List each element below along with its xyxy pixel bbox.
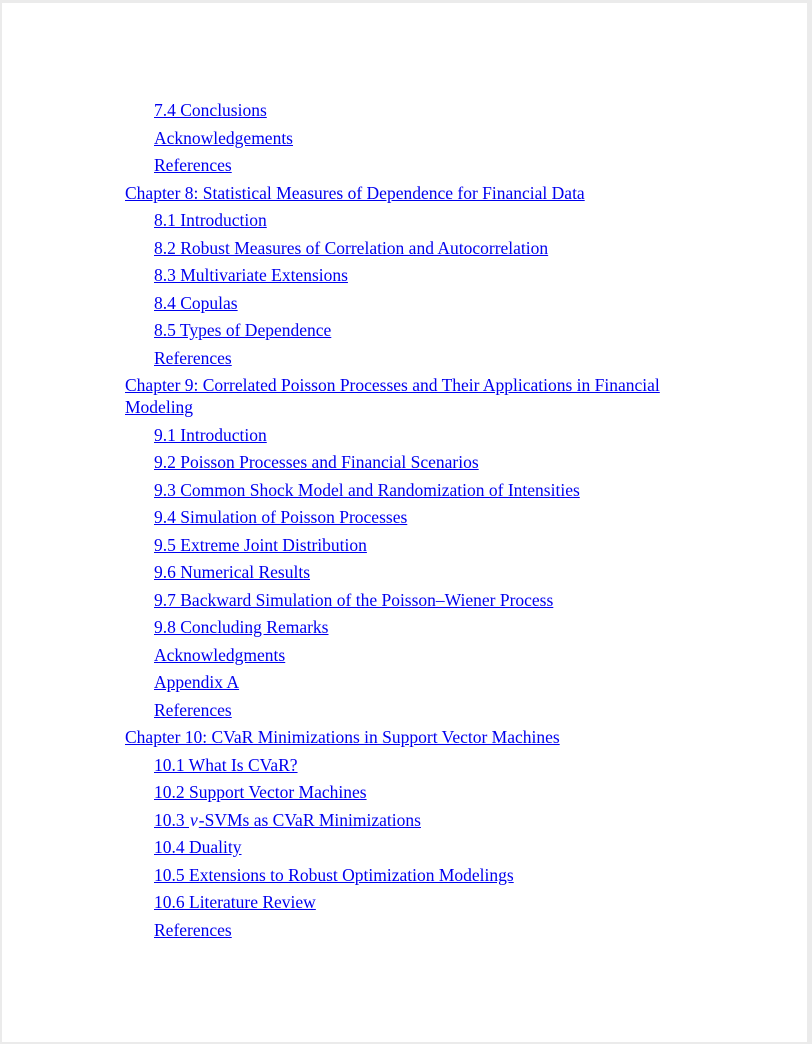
- toc-link[interactable]: 7.4 Conclusions: [154, 100, 267, 120]
- toc-entry-section: [154, 506, 725, 528]
- toc-link[interactable]: References: [154, 155, 232, 175]
- toc-link[interactable]: 9.8 Concluding Remarks: [154, 617, 329, 637]
- toc-entry-section: [154, 671, 725, 693]
- toc-entry-section: [154, 479, 725, 501]
- toc-entry-section: [154, 919, 725, 941]
- toc-entry-section: [154, 347, 725, 369]
- toc-entry-section: [154, 644, 725, 666]
- toc-entry-section: [154, 699, 725, 721]
- toc-link[interactable]: 8.2 Robust Measures of Correlation and Autocorrelation: [154, 237, 549, 258]
- toc-entry-section: [154, 781, 725, 803]
- toc-entry-section: [154, 754, 725, 776]
- toc-link[interactable]: 10.6 Literature Review: [154, 892, 316, 912]
- toc-link[interactable]: 9.3 Common Shock Model and Randomization of Intensities: [154, 479, 580, 500]
- toc-link[interactable]: 9.2 Poisson Processes and Financial Scenarios: [154, 452, 479, 472]
- toc-entry-section: [154, 891, 725, 913]
- toc-link[interactable]: 9.4 Simulation of Poisson Processes: [154, 507, 408, 527]
- toc-link[interactable]: 10.5 Extensions to Robust Optimization Modelings: [154, 864, 514, 885]
- toc-entry-section: [154, 127, 725, 149]
- document-page: [2, 3, 807, 1042]
- toc-entry-chapter: [125, 726, 725, 748]
- toc-entry-chapter: [125, 182, 725, 204]
- toc-entry-section: [154, 154, 725, 176]
- toc-link[interactable]: Chapter 8: Statistical Measures of Dependence for Financial Data: [125, 182, 585, 203]
- toc-link[interactable]: 9.6 Numerical Results: [154, 562, 311, 582]
- toc-entry-section: [154, 864, 725, 886]
- toc-link[interactable]: References: [154, 919, 232, 940]
- toc-entry-section: [154, 99, 725, 121]
- toc-link-text: -SVMs as CVaR Minimizations: [198, 809, 421, 830]
- nu-symbol: ν: [190, 809, 198, 830]
- toc-link[interactable]: 8.3 Multivariate Extensions: [154, 265, 348, 285]
- toc-link[interactable]: 8.4 Copulas: [154, 292, 238, 313]
- toc-entry-section: [154, 589, 725, 611]
- toc-entry-section: [154, 292, 725, 314]
- toc-link[interactable]: [154, 810, 421, 830]
- toc-link[interactable]: 8.1 Introduction: [154, 210, 267, 230]
- toc-entry-section: [154, 616, 725, 638]
- toc-entry-section: [154, 836, 725, 858]
- toc-entry-section: [154, 534, 725, 556]
- toc-entry-section: [154, 809, 725, 831]
- toc-entry-section: [154, 209, 725, 231]
- toc-link[interactable]: Chapter 9: Correlated Poisson Processes and Their Applications in Financial Modeling: [125, 375, 660, 417]
- toc-entry-section: [154, 561, 725, 583]
- toc-link[interactable]: Acknowledgments: [154, 644, 286, 665]
- toc-entry-section: [154, 237, 725, 259]
- toc-link[interactable]: Appendix A: [154, 672, 240, 692]
- toc-link[interactable]: 9.7 Backward Simulation of the Poisson–Wiener Process: [154, 589, 554, 610]
- toc-entry-section: [154, 424, 725, 446]
- toc-link[interactable]: 10.1 What Is CVaR?: [154, 754, 298, 775]
- table-of-contents: [2, 3, 725, 941]
- toc-link[interactable]: 9.1 Introduction: [154, 424, 267, 445]
- toc-entry-section: [154, 319, 725, 341]
- toc-link[interactable]: References: [154, 347, 232, 368]
- toc-link[interactable]: 10.4 Duality: [154, 837, 242, 857]
- toc-entry-section: [154, 264, 725, 286]
- toc-link[interactable]: 8.5 Types of Dependence: [154, 320, 332, 340]
- toc-link[interactable]: Chapter 10: CVaR Minimizations in Support Vector Machines: [125, 727, 560, 747]
- toc-link[interactable]: 10.2 Support Vector Machines: [154, 782, 367, 802]
- toc-link[interactable]: References: [154, 699, 232, 720]
- toc-entry-chapter: [125, 374, 725, 418]
- toc-link[interactable]: 9.5 Extreme Joint Distribution: [154, 534, 367, 555]
- toc-entry-section: [154, 451, 725, 473]
- toc-link-text: 10.3: [154, 809, 189, 830]
- toc-link[interactable]: Acknowledgements: [154, 127, 293, 148]
